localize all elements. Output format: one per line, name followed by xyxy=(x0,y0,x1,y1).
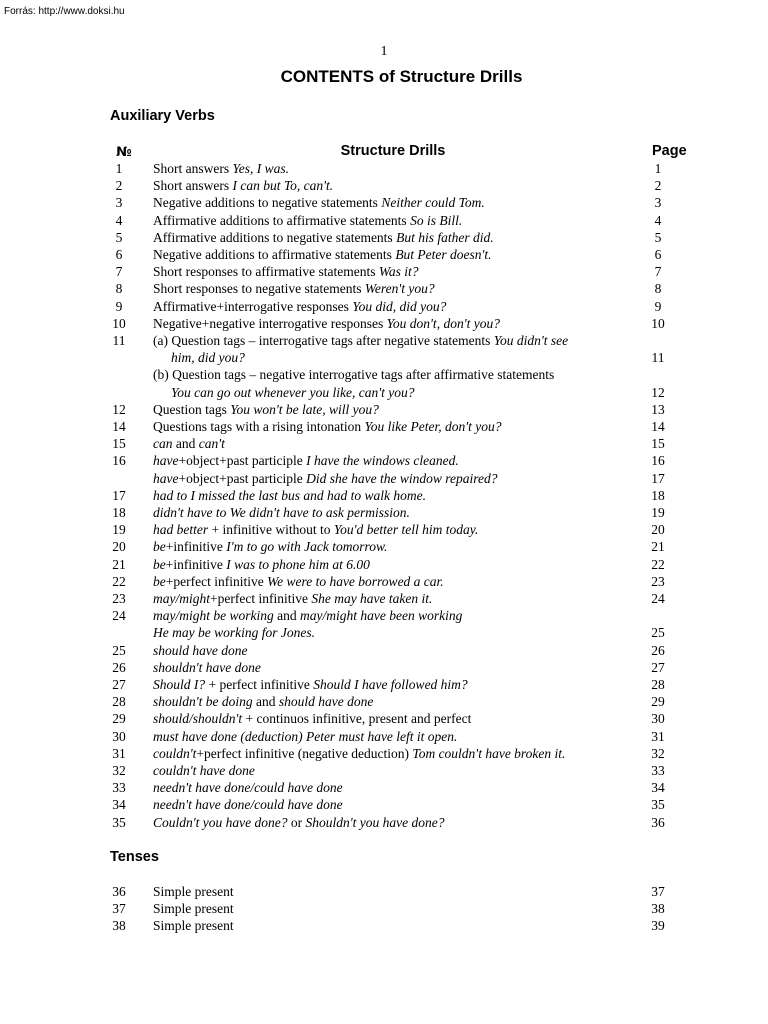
contents-row xyxy=(0,917,768,934)
drill-example-text: You like Peter, don't you? xyxy=(364,419,502,434)
drill-number: 17 xyxy=(112,487,126,503)
drill-number: 34 xyxy=(112,797,126,813)
contents-row xyxy=(0,418,768,435)
page-reference: 22 xyxy=(651,556,665,572)
drill-label-text: Negative additions to affirmative statements xyxy=(153,247,396,262)
drill-label-text: + infinitive without to xyxy=(208,522,334,538)
drill-title xyxy=(153,779,343,796)
drill-number: 27 xyxy=(112,677,126,692)
drill-title xyxy=(153,814,444,831)
drill-example-text: may/might xyxy=(153,591,210,606)
contents-row xyxy=(0,349,768,366)
drill-number: 18 xyxy=(112,505,126,520)
drill-example-text: needn't have done/could have done xyxy=(153,797,343,813)
drill-label-text: +object+past participle xyxy=(178,453,307,469)
drill-number: 1 xyxy=(115,161,123,176)
drill-title xyxy=(153,762,255,779)
drill-title xyxy=(153,521,478,538)
drill-example-text: should have done xyxy=(153,642,248,658)
drill-example-text: him, did you? xyxy=(171,350,245,366)
contents-row xyxy=(0,452,768,469)
drill-label-text: Simple present xyxy=(153,884,234,899)
drill-example-text: Shouldn't you have done? xyxy=(305,814,445,830)
drill-example-text: must have done (deduction) Peter must have left it open. xyxy=(153,728,458,744)
page-reference: 2 xyxy=(654,178,662,194)
drill-label-text: +perfect infinitive xyxy=(210,591,312,606)
drill-title xyxy=(153,590,432,607)
drill-title xyxy=(153,332,568,349)
contents-row xyxy=(0,384,768,401)
drill-title xyxy=(153,177,333,194)
drill-label-text: and xyxy=(172,436,199,452)
contents-row xyxy=(0,693,768,710)
drill-title xyxy=(153,418,502,435)
drill-example-text: couldn't have done xyxy=(153,763,255,778)
drill-number: 28 xyxy=(112,694,126,710)
page-reference: 16 xyxy=(651,453,665,469)
drill-example-text: We were to have borrowed a car. xyxy=(267,573,444,589)
drill-number: 29 xyxy=(112,711,126,727)
drill-title xyxy=(153,194,485,211)
drill-example-text: can't xyxy=(198,436,225,452)
drill-number: 22 xyxy=(112,573,126,589)
drill-example-text: So is Bill. xyxy=(410,212,463,228)
contents-row xyxy=(0,676,768,693)
drill-number: 15 xyxy=(112,436,126,452)
page-reference: 36 xyxy=(651,814,665,830)
contents-row xyxy=(0,160,768,177)
page-reference: 6 xyxy=(654,247,662,262)
drill-label-text: +infinitive xyxy=(165,556,227,572)
drill-title xyxy=(153,160,289,177)
contents-row xyxy=(0,556,768,573)
contents-row xyxy=(0,366,768,383)
drill-title xyxy=(153,212,462,229)
contents-row xyxy=(0,194,768,211)
drill-label-text: Short responses to negative statements xyxy=(153,281,365,297)
drill-title xyxy=(153,452,459,469)
contents-row xyxy=(0,710,768,727)
page-reference: 38 xyxy=(651,901,665,917)
drill-number: 19 xyxy=(112,522,126,538)
drill-example-text: had to I missed the last bus and had to walk home. xyxy=(153,487,426,503)
document-title: CONTENTS of Structure Drills xyxy=(280,67,523,86)
drill-example-text: You did, did you? xyxy=(352,298,447,314)
drill-label-text: Question tags xyxy=(153,401,231,417)
contents-row xyxy=(0,435,768,452)
drill-example-text: You'd better tell him today. xyxy=(333,522,479,538)
drill-example-text: I was to phone him at 6.00 xyxy=(226,556,370,572)
page-reference: 28 xyxy=(651,677,665,692)
drill-label-text: Questions tags with a rising intonation xyxy=(153,419,365,434)
drill-number: 5 xyxy=(115,229,123,245)
drill-number: 11 xyxy=(112,333,126,348)
contents-row xyxy=(0,401,768,418)
source-credit: Forrás: http://www.doksi.hu xyxy=(4,6,125,17)
drill-number: 38 xyxy=(112,918,126,934)
drill-title xyxy=(153,917,234,934)
page-reference: 7 xyxy=(654,264,662,280)
contents-row xyxy=(0,796,768,813)
drill-title xyxy=(153,745,565,762)
drill-label-text: (a) Question tags – interrogative tags after negative statements xyxy=(153,333,494,348)
page-reference: 4 xyxy=(654,212,662,228)
drill-number: 10 xyxy=(112,315,126,331)
page-reference: 3 xyxy=(654,195,662,211)
page-reference: 10 xyxy=(651,315,665,331)
page-reference: 13 xyxy=(651,401,665,417)
drill-title xyxy=(153,315,500,332)
page-reference: 33 xyxy=(651,763,665,778)
drill-number: 33 xyxy=(112,780,126,796)
page-reference: 26 xyxy=(651,642,665,658)
drill-title xyxy=(153,504,410,521)
drill-title xyxy=(153,298,446,315)
drill-title xyxy=(153,573,444,590)
drill-title xyxy=(153,883,234,900)
drill-title xyxy=(153,607,462,624)
drill-label-text: Negative additions to negative statements xyxy=(153,195,382,211)
drill-example-text: Neither could Tom. xyxy=(381,195,485,211)
drill-title xyxy=(153,229,494,246)
column-header-structure-drills: Structure Drills xyxy=(340,143,446,159)
contents-row xyxy=(0,315,768,332)
page-reference: 37 xyxy=(651,884,665,899)
drill-example-text: be xyxy=(153,573,166,589)
drill-number: 9 xyxy=(115,298,123,314)
contents-row xyxy=(0,590,768,607)
contents-row xyxy=(0,504,768,521)
drill-number: 8 xyxy=(115,281,123,297)
drill-number: 31 xyxy=(112,745,126,761)
drill-title xyxy=(153,710,471,727)
drill-example-text: be xyxy=(153,539,166,555)
drill-example-text: Should I have followed him? xyxy=(313,677,468,692)
drill-example-text: should/shouldn't xyxy=(153,711,243,727)
drill-example-text: Yes, I was. xyxy=(232,161,290,176)
drill-label-text: (b) Question tags – negative interrogative tags after affirmative statements xyxy=(153,367,555,383)
page-reference: 8 xyxy=(654,281,662,297)
drill-label-text: Simple present xyxy=(153,918,234,934)
page-reference: 35 xyxy=(651,797,665,813)
drill-title xyxy=(153,659,261,676)
page-reference: 18 xyxy=(651,487,665,503)
drill-example-text: may/might have been working xyxy=(300,608,463,624)
drill-example-text: She may have taken it. xyxy=(311,591,433,606)
drill-example-text: I'm to go with Jack tomorrow. xyxy=(226,539,388,555)
page-reference: 32 xyxy=(651,745,665,761)
page-reference: 25 xyxy=(651,625,665,641)
drill-label-text: Affirmative additions to affirmative statements xyxy=(153,212,411,228)
drill-title xyxy=(171,384,414,401)
contents-row xyxy=(0,538,768,555)
drill-title xyxy=(153,642,247,659)
drill-example-text: But his father did. xyxy=(396,229,494,245)
page-reference: 23 xyxy=(651,573,665,589)
drill-title xyxy=(153,487,426,504)
contents-row xyxy=(0,246,768,263)
page-reference: 20 xyxy=(651,522,665,538)
drill-label-text: +perfect infinitive (negative deduction) xyxy=(196,745,413,761)
drill-number: 23 xyxy=(112,591,126,606)
drill-example-text: You can go out whenever you like, can't you? xyxy=(171,384,415,400)
drill-example-text: I have the windows cleaned. xyxy=(306,453,459,469)
contents-row xyxy=(0,900,768,917)
contents-row xyxy=(0,883,768,900)
drill-title xyxy=(153,401,379,418)
contents-row xyxy=(0,332,768,349)
page-reference: 34 xyxy=(651,780,665,796)
contents-row xyxy=(0,573,768,590)
section-heading-tenses: Tenses xyxy=(110,849,159,865)
drill-label-text: +infinitive xyxy=(165,539,227,555)
contents-row xyxy=(0,745,768,762)
page-reference: 27 xyxy=(651,659,665,675)
drill-example-text: Did she have the window repaired? xyxy=(306,470,498,486)
drill-label-text: or xyxy=(287,814,306,830)
drill-example-text: But Peter doesn't. xyxy=(395,247,492,262)
drill-example-text: Should I? xyxy=(153,677,206,692)
contents-row xyxy=(0,762,768,779)
drill-number: 20 xyxy=(112,539,126,555)
drill-label-text: and xyxy=(273,608,300,624)
drill-label-text: Short responses to affirmative statements xyxy=(153,264,379,280)
drill-label-text: and xyxy=(252,694,279,710)
drill-title xyxy=(153,728,457,745)
contents-row xyxy=(0,229,768,246)
drill-number: 36 xyxy=(112,884,126,899)
drill-label-text: Short answers xyxy=(153,161,233,176)
contents-row xyxy=(0,470,768,487)
drill-example-text: can xyxy=(153,436,173,452)
drill-example-text: Tom couldn't have broken it. xyxy=(412,745,566,761)
drill-number: 12 xyxy=(112,401,126,417)
drill-example-text: You won't be late, will you? xyxy=(230,401,379,417)
drill-example-text: couldn't xyxy=(153,745,197,761)
drill-example-text: He may be working for Jones. xyxy=(153,625,315,641)
drill-title xyxy=(171,349,245,366)
drill-number: 14 xyxy=(112,419,126,434)
drill-example-text: have xyxy=(153,453,179,469)
drill-number: 7 xyxy=(115,264,123,280)
page-reference: 15 xyxy=(651,436,665,452)
drill-number: 3 xyxy=(115,195,123,211)
drill-title xyxy=(153,900,234,917)
contents-row xyxy=(0,659,768,676)
page-reference: 11 xyxy=(651,350,665,366)
drill-number: 35 xyxy=(112,814,126,830)
drill-number: 21 xyxy=(112,556,126,572)
drill-example-text: have xyxy=(153,470,179,486)
drill-title xyxy=(153,624,315,641)
drill-title xyxy=(153,538,387,555)
contents-row xyxy=(0,779,768,796)
drill-example-text: shouldn't be doing xyxy=(153,694,253,710)
drill-number: 25 xyxy=(112,642,126,658)
drill-title xyxy=(153,556,370,573)
drill-title xyxy=(153,796,343,813)
drill-label-text: Affirmative additions to negative statements xyxy=(153,229,397,245)
drill-number: 24 xyxy=(112,608,126,624)
column-header-number: № xyxy=(116,145,132,160)
drill-example-text: Couldn't you have done? xyxy=(153,814,288,830)
drill-example-text: You didn't see xyxy=(493,333,569,348)
drill-number: 4 xyxy=(115,212,123,228)
contents-row xyxy=(0,642,768,659)
drill-example-text: Weren't you? xyxy=(364,281,435,297)
page-reference: 31 xyxy=(651,728,665,744)
page-reference: 30 xyxy=(651,711,665,727)
drill-number: 37 xyxy=(112,901,126,917)
contents-row xyxy=(0,487,768,504)
page-reference: 5 xyxy=(654,229,662,245)
drill-example-text: had better xyxy=(153,522,209,538)
contents-row xyxy=(0,814,768,831)
drill-title xyxy=(153,676,468,693)
drill-title xyxy=(153,693,373,710)
page-reference: 1 xyxy=(654,161,662,176)
drill-title xyxy=(153,263,418,280)
contents-row xyxy=(0,212,768,229)
drill-example-text: You don't, don't you? xyxy=(386,315,500,331)
page-reference: 12 xyxy=(651,384,665,400)
drill-number: 30 xyxy=(112,728,126,744)
section-heading-auxiliary-verbs: Auxiliary Verbs xyxy=(110,108,215,124)
drill-number: 26 xyxy=(112,659,126,675)
drill-label-text: +perfect infinitive xyxy=(165,573,268,589)
drill-number: 32 xyxy=(112,763,126,778)
column-header-page: Page xyxy=(652,143,687,159)
contents-row xyxy=(0,280,768,297)
page-reference: 39 xyxy=(651,918,665,934)
drill-title xyxy=(153,366,554,383)
drill-example-text: may/might be working xyxy=(153,608,274,624)
drill-number: 6 xyxy=(115,247,123,262)
drill-example-text: Was it? xyxy=(378,264,419,280)
page-reference: 14 xyxy=(651,419,665,434)
drill-example-text: needn't have done/could have done xyxy=(153,780,343,796)
drill-label-text: Negative+negative interrogative responses xyxy=(153,315,387,331)
contents-row xyxy=(0,521,768,538)
drill-label-text: + continuos infinitive, present and perfect xyxy=(242,711,472,727)
page-number: 1 xyxy=(380,44,388,59)
drill-example-text: shouldn't have done xyxy=(153,659,261,675)
page-reference: 29 xyxy=(651,694,665,710)
contents-row xyxy=(0,728,768,745)
drill-example-text: should have done xyxy=(278,694,374,710)
page-reference: 19 xyxy=(651,505,665,520)
contents-row xyxy=(0,624,768,641)
page-reference: 21 xyxy=(651,539,665,555)
drill-example-text: be xyxy=(153,556,166,572)
drill-number: 2 xyxy=(115,178,123,194)
drill-title xyxy=(153,246,492,263)
drill-label-text: Affirmative+interrogative responses xyxy=(153,298,353,314)
drill-title xyxy=(153,280,435,297)
drill-example-text: didn't have to We didn't have to ask permission. xyxy=(153,505,410,520)
drill-label-text: Short answers xyxy=(153,178,233,194)
contents-row xyxy=(0,263,768,280)
page-reference: 24 xyxy=(651,591,665,606)
drill-label-text: + perfect infinitive xyxy=(205,677,314,692)
page-reference: 17 xyxy=(651,470,665,486)
contents-row xyxy=(0,177,768,194)
drill-title xyxy=(153,470,498,487)
page-reference: 9 xyxy=(654,298,662,314)
contents-row xyxy=(0,607,768,624)
drill-title xyxy=(153,435,225,452)
drill-example-text: I can but To, can't. xyxy=(232,178,334,194)
drill-number: 16 xyxy=(112,453,126,469)
drill-label-text: Simple present xyxy=(153,901,234,917)
drill-label-text: +object+past participle xyxy=(178,470,307,486)
contents-row xyxy=(0,298,768,315)
